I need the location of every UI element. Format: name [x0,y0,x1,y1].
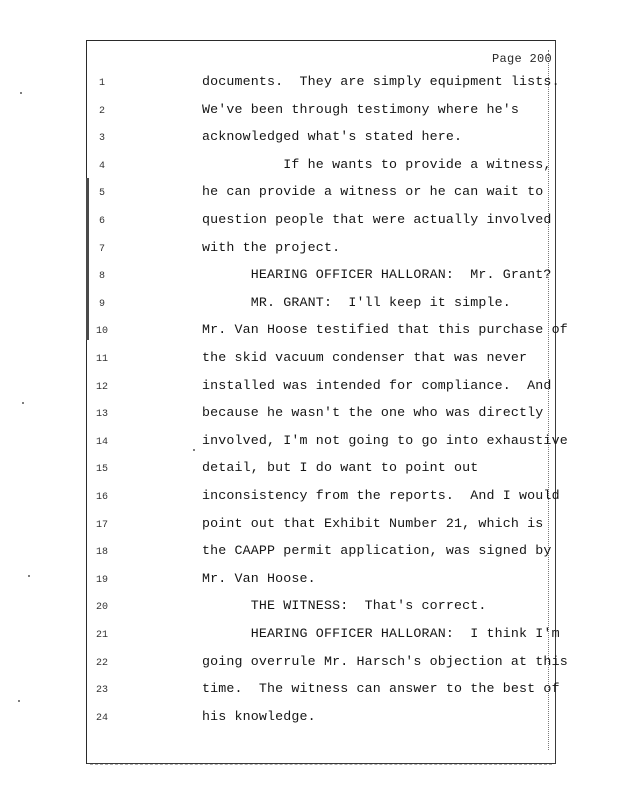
transcript-line [0,709,618,729]
transcript-line [0,212,618,232]
line-number: 21 [95,630,108,641]
line-text: installed was intended for compliance. And [202,377,552,393]
transcript-line [0,516,618,536]
transcript-line [0,322,618,342]
scan-speck [18,700,20,702]
line-number: 19 [95,574,108,586]
transcript-line [0,295,618,315]
line-text: going overrule Mr. Harsch's objection at this [202,653,568,669]
transcript-line [0,433,618,453]
line-text: he can provide a witness or he can wait to [202,184,544,200]
line-number: 9 [98,298,105,310]
line-text: with the project. [202,239,341,255]
transcript-line [0,626,618,646]
line-text: Mr. Van Hoose. [202,570,316,586]
line-text: acknowledged what's stated here. [202,129,463,145]
line-text: the skid vacuum condenser that was never [202,350,528,365]
page-number: Page 200 [491,52,552,66]
line-number: 3 [98,133,105,145]
scan-speck [22,402,24,404]
transcript-line [0,654,618,674]
line-text: documents. They are simply equipment lists. [202,74,560,89]
line-text: We've been through testimony where he's [202,101,520,117]
transcript-line [0,543,618,563]
transcript-line [0,184,618,204]
line-text: HEARING OFFICER HALLORAN: I think I'm [202,626,560,641]
line-text: detail, but I do want to point out [202,460,479,476]
line-number: 16 [95,492,108,503]
transcript-line [0,129,618,149]
line-number: 5 [98,188,105,200]
line-number: 23 [95,685,108,697]
line-number: 20 [95,602,108,614]
transcript-line [0,571,618,591]
transcript-line [0,681,618,701]
line-text: question people that were actually involved [202,212,552,227]
line-number: 10 [95,326,108,338]
transcript-line [0,460,618,480]
scan-speck [20,92,22,94]
line-text: point out that Exhibit Number 21, which is [202,515,544,531]
transcript-line [0,378,618,398]
line-number: 4 [98,160,105,172]
line-text: Mr. Van Hoose testified that this purchase of [202,322,568,338]
line-text: inconsistency from the reports. And I would [202,488,560,503]
line-number: 7 [98,243,105,255]
line-text: involved, I'm not going to go into exhaustive [202,432,568,448]
line-number: 14 [95,436,108,448]
line-text: time. The witness can answer to the best of [202,681,560,697]
line-number: 1 [98,78,105,89]
line-number: 11 [95,354,108,365]
line-number: 18 [95,547,108,559]
transcript-line [0,267,618,287]
transcript-line [0,240,618,260]
line-number: 22 [95,657,108,669]
line-text: If he wants to provide a witness, [202,156,552,172]
line-number: 13 [95,409,108,421]
transcript-line [0,598,618,618]
transcript-line [0,157,618,177]
line-number: 15 [95,464,108,476]
scan-speck [28,575,30,577]
transcript-line [0,405,618,425]
line-text: HEARING OFFICER HALLORAN: Mr. Grant? [202,267,552,283]
line-number: 2 [98,105,105,117]
transcript-line [0,74,618,94]
line-text: MR. GRANT: I'll keep it simple. [202,294,511,310]
transcript-line [0,350,618,370]
footer-scan-noise [90,764,552,769]
line-number: 8 [98,271,105,283]
line-text: his knowledge. [202,708,316,724]
line-number: 6 [98,216,105,227]
line-text: because he wasn't the one who was directly [202,405,544,421]
line-number: 17 [95,519,108,531]
transcript-line [0,102,618,122]
line-text: THE WITNESS: That's correct. [202,598,487,614]
line-number: 12 [95,381,108,393]
transcript-line [0,488,618,508]
line-text: the CAAPP permit application, was signed by [202,543,552,559]
line-number: 24 [95,712,108,724]
scan-speck [193,449,195,451]
